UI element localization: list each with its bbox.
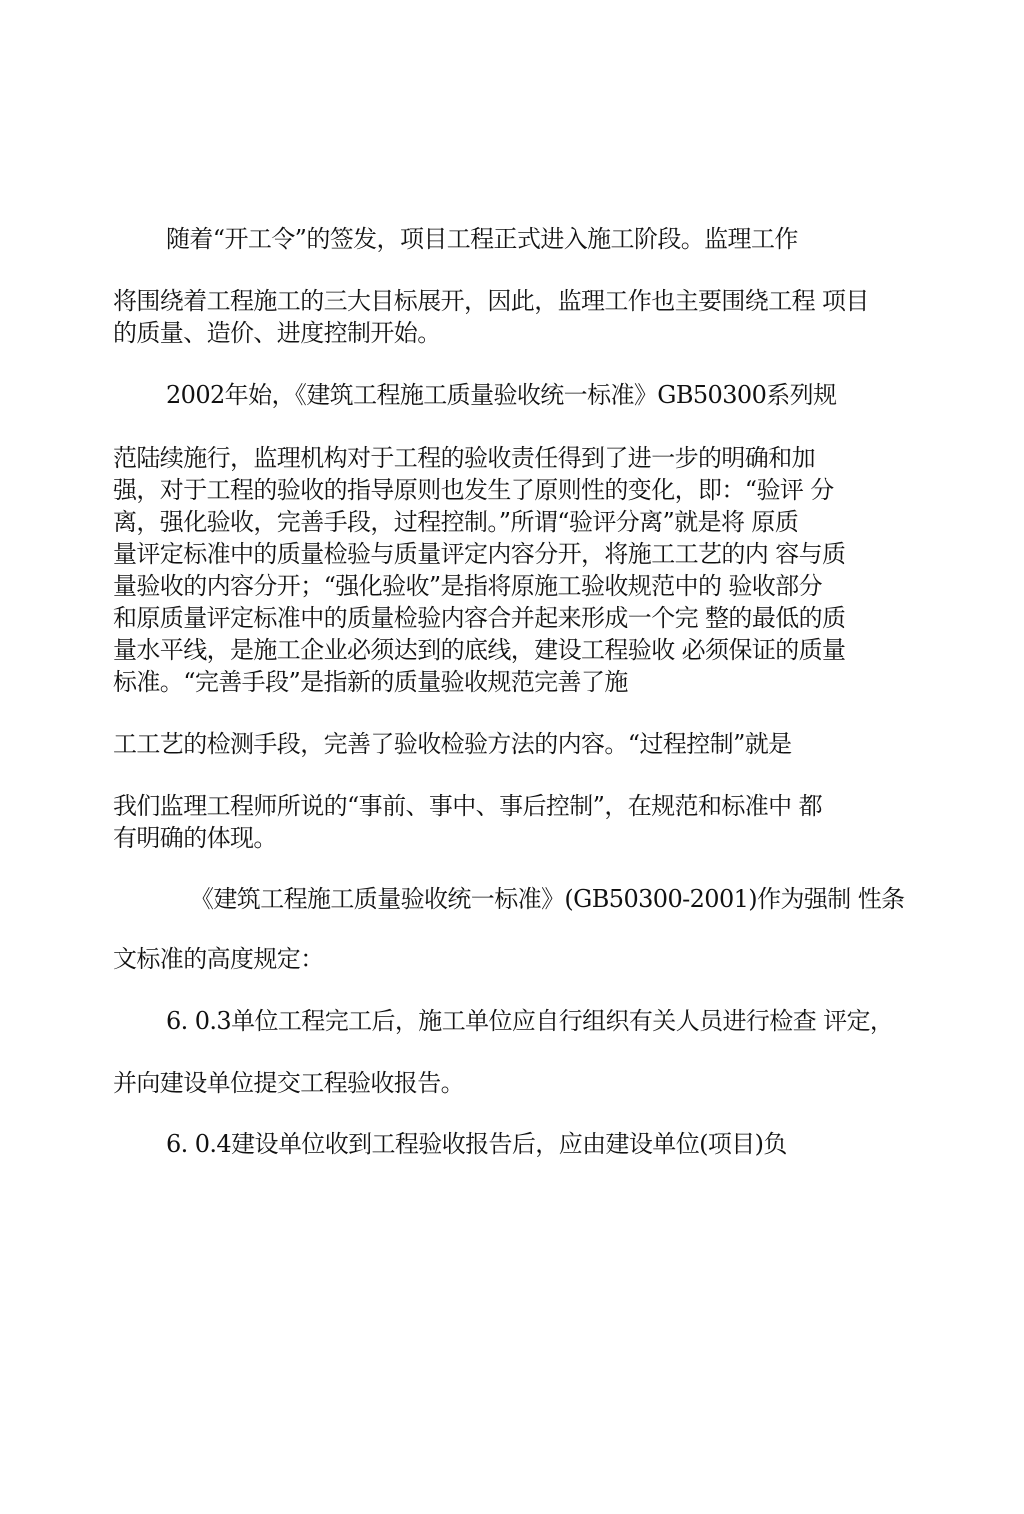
paragraph-2-line-1: 2002年始，《建筑工程施工质量验收统一标准》GB50300系列规: [166, 381, 837, 409]
paragraph-1-line-2: 将围绕着工程施工的三大目标展开，因此，监理工作也主要围绕工程 项目: [113, 287, 869, 315]
clause-6-0-4-line-1: 6. 0.4建设单位收到工程验收报告后，应由建设单位(项目)负: [166, 1130, 787, 1158]
paragraph-2-line-2: 范陆续施行，监理机构对于工程的验收责任得到了进一步的明确和加: [113, 444, 815, 472]
paragraph-2-line-10: 工工艺的检测手段，完善了验收检验方法的内容。“过程控制”就是: [113, 730, 792, 758]
paragraph-3-line-1: 《建筑工程施工质量验收统一标准》(GB50300-2001)作为强制 性条: [190, 885, 905, 913]
clause-6-0-3-line-2: 并向建设单位提交工程验收报告。: [113, 1069, 464, 1097]
paragraph-2-line-12: 有明确的体现。: [113, 824, 277, 852]
paragraph-2-line-11: 我们监理工程师所说的“事前、事中、事后控制”，在规范和标准中 都: [113, 792, 822, 820]
paragraph-2-line-4: 离，强化验收，完善手段，过程控制。”所谓“验评分离”就是将 原质: [113, 508, 799, 536]
clause-6-0-3-line-1: 6. 0.3单位工程完工后，施工单位应自行组织有关人员进行检查 评定，: [166, 1007, 894, 1035]
paragraph-1-line-3: 的质量、造价、进度控制开始。: [113, 319, 441, 347]
paragraph-1-line-1: 随着“开工令”的签发，项目工程正式进入施工阶段。监理工作: [166, 225, 798, 253]
paragraph-2-line-8: 量水平线，是施工企业必须达到的底线，建设工程验收 必须保证的质量: [113, 636, 846, 664]
paragraph-2-line-3: 强，对于工程的验收的指导原则也发生了原则性的变化，即：“验评 分: [113, 476, 834, 504]
paragraph-2-line-7: 和原质量评定标准中的质量检验内容合并起来形成一个完 整的最低的质: [113, 604, 846, 632]
paragraph-2-line-9: 标准。“完善手段”是指新的质量验收规范完善了施: [113, 668, 628, 696]
paragraph-2-line-6: 量验收的内容分开；“强化验收”是指将原施工验收规范中的 验收部分: [113, 572, 822, 600]
paragraph-2-line-5: 量评定标准中的质量检验与质量评定内容分开，将施工工艺的内 容与质: [113, 540, 846, 568]
paragraph-3-line-2: 文标准的高度规定：: [113, 945, 324, 973]
